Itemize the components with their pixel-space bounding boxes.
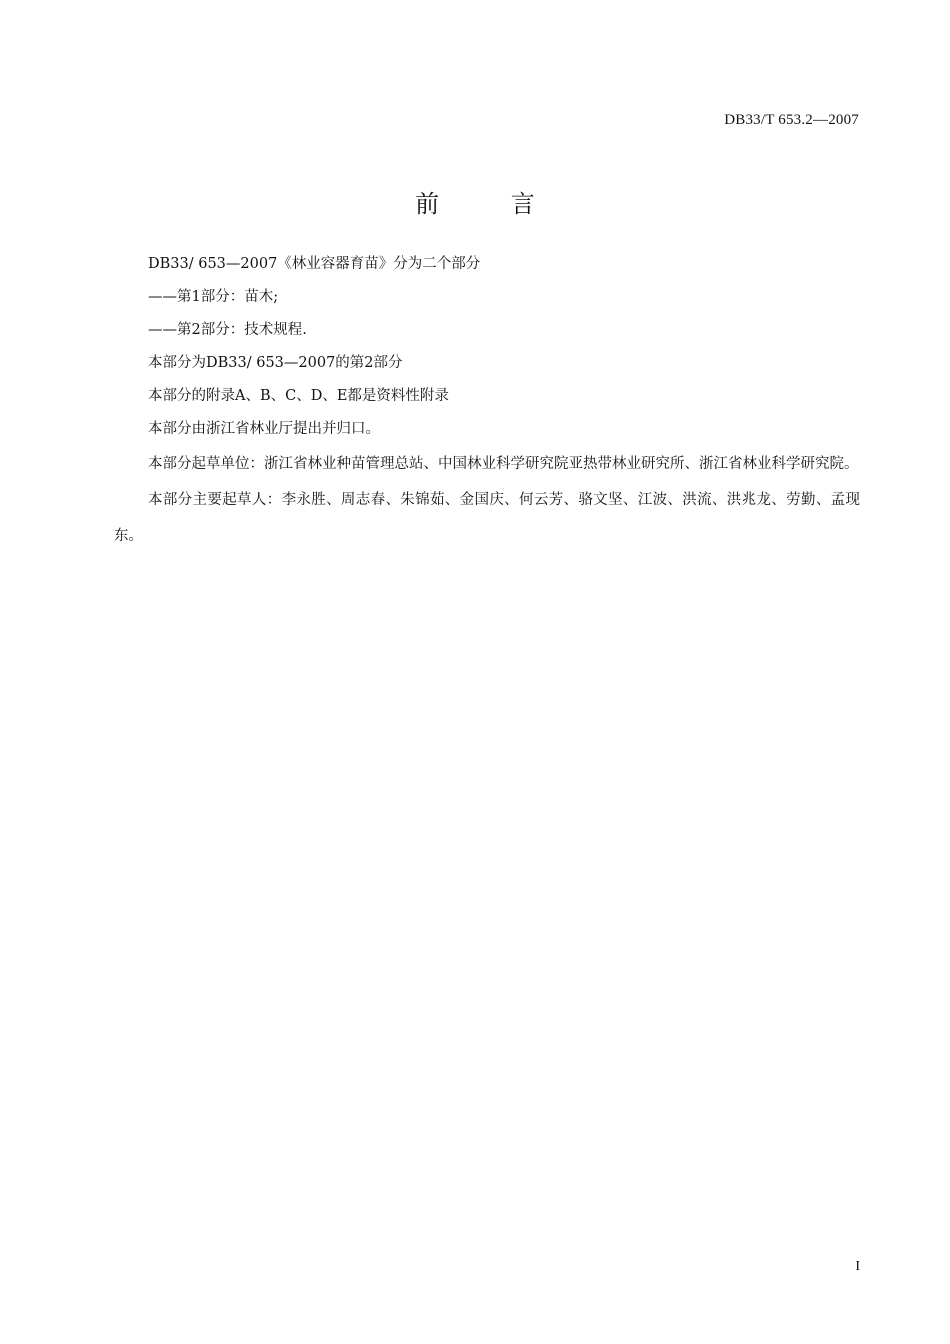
page-title: 前 言: [415, 190, 567, 218]
paragraph-appendix: 本部分的附录A、B、C、D、E都是资料性附录: [148, 388, 449, 404]
document-code: DB33/T 653.2—2007: [724, 112, 859, 128]
paragraph-standard-parts: DB33/ 653—2007《林业容器育苗》分为二个部分: [148, 256, 481, 272]
page-number: I: [855, 1259, 860, 1274]
paragraph-this-part: 本部分为DB33/ 653—2007的第2部分: [148, 355, 403, 371]
paragraph-part-2: ——第2部分：技术规程.: [148, 322, 307, 338]
paragraph-drafting-units: 本部分起草单位：浙江省林业种苗管理总站、中国林业科学研究院亚热带林业研究所、浙江省林业科学研究院。: [148, 456, 859, 472]
paragraph-drafters: 本部分主要起草人：李永胜、周志春、朱锦茹、金国庆、何云芳、骆文坚、江波、洪流、洪兆龙、劳勤、孟现东。: [114, 492, 860, 544]
paragraph-proposer: 本部分由浙江省林业厅提出并归口。: [148, 421, 380, 437]
paragraph-part-1: ——第1部分：苗木;: [148, 289, 279, 305]
foreword-body: [114, 248, 860, 554]
